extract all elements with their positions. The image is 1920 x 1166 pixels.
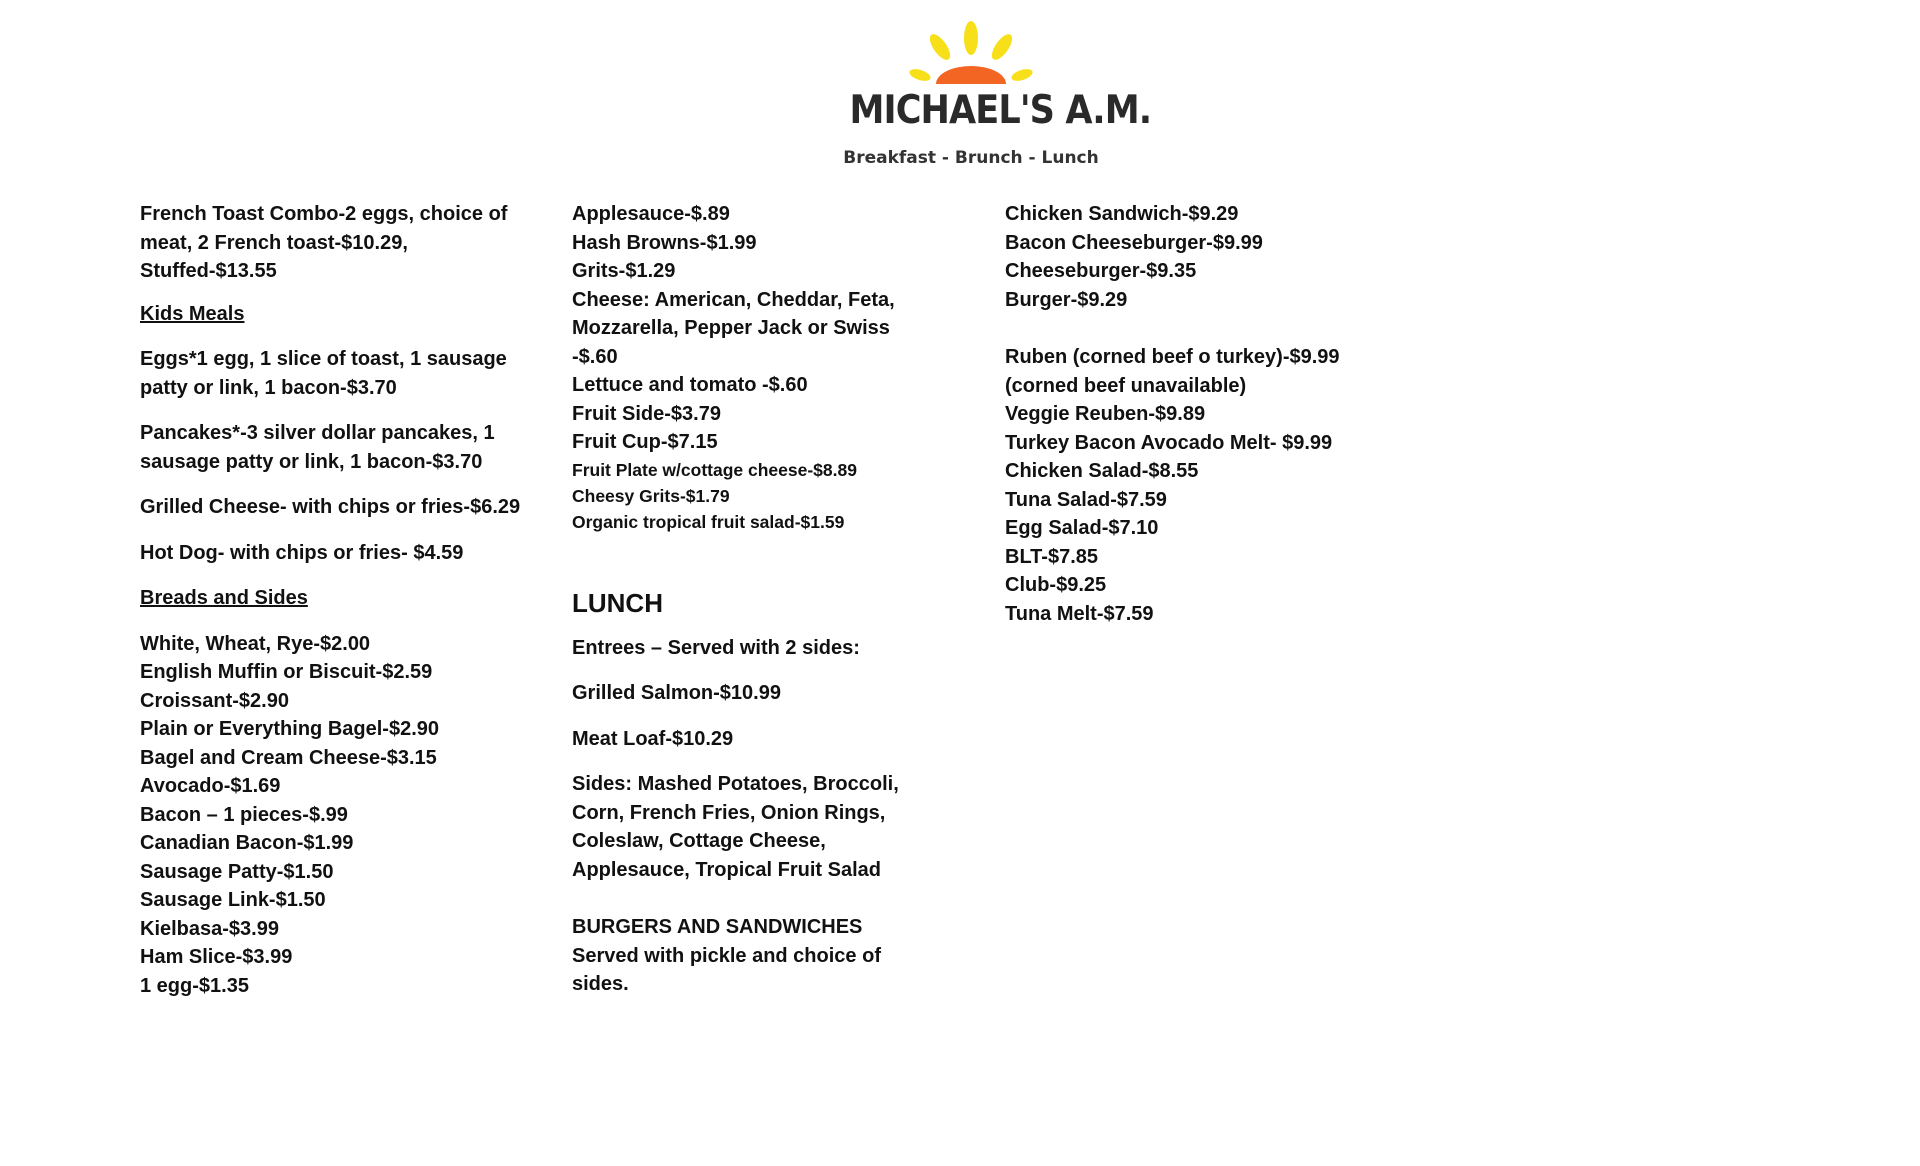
logo-tagline: Breakfast - Brunch - Lunch xyxy=(843,148,1099,168)
menu-item: Ham Slice-$3.99 xyxy=(140,946,293,968)
menu-item: BLT-$7.85 xyxy=(1005,545,1098,568)
menu-column-2 xyxy=(572,200,932,999)
menu-item: Cheesy Grits-$1.79 xyxy=(572,485,730,506)
logo-title: MICHAEL'S A.M. xyxy=(849,88,1152,133)
menu-item: Avocado-$1.69 xyxy=(140,775,281,797)
menu-item: Bacon Cheeseburger-$9.99 xyxy=(1005,231,1263,254)
section-heading-burgers: BURGERS AND SANDWICHES xyxy=(572,916,863,938)
sun-logo-icon xyxy=(896,20,1046,86)
burgers-note: Served with pickle and choice of sides. xyxy=(572,944,881,995)
menu-item: Pancakes*-3 silver dollar pancakes, 1 sausage patty or link, 1 bacon-$3.70 xyxy=(140,422,495,473)
menu-item: Grilled Salmon-$10.99 xyxy=(572,682,781,704)
menu-item: Chicken Salad-$8.55 xyxy=(1005,460,1199,482)
menu-item: Grilled Cheese- with chips or fries-$6.29 xyxy=(140,496,521,518)
menu-item: Lettuce and tomato -$.60 xyxy=(572,374,808,396)
menu-column-1 xyxy=(140,200,540,1000)
breads-list xyxy=(140,630,540,1001)
menu-item: Bagel and Cream Cheese-$3.15 xyxy=(140,746,437,769)
menu-item: Cheese: American, Cheddar, Feta, Mozzarella, Pepper Jack or Swiss -$.60 xyxy=(572,288,895,368)
menu-item: White, Wheat, Rye-$2.00 xyxy=(140,632,371,655)
menu-item: Kielbasa-$3.99 xyxy=(140,917,279,940)
menu-item: Fruit Plate w/cottage cheese-$8.89 xyxy=(572,459,857,480)
menu-item: Canadian Bacon-$1.99 xyxy=(140,832,354,854)
menu-item: Fruit Side-$3.79 xyxy=(572,402,721,425)
menu-item: Burger-$9.29 xyxy=(1005,288,1128,311)
menu-item: Plain or Everything Bagel-$2.90 xyxy=(140,718,439,740)
menu-item: Tuna Melt-$7.59 xyxy=(1005,602,1154,625)
menu-item: Sausage Patty-$1.50 xyxy=(140,860,334,883)
sides-list: Sides: Mashed Potatoes, Broccoli, Corn, French Fries, Onion Rings, Coleslaw, Cottage Cheese, Applesauce, Tropical Fruit Salad xyxy=(572,773,899,881)
menu-item: Fruit Cup-$7.15 xyxy=(572,431,718,453)
section-heading-breads-and-sides: Breads and Sides xyxy=(140,587,308,609)
menu-item: Ruben (corned beef o turkey)-$9.99 xyxy=(1005,346,1340,368)
menu-item: Bacon – 1 pieces-$.99 xyxy=(140,803,348,826)
menu-column-3 xyxy=(1005,200,1405,628)
section-heading-kids-meals: Kids Meals xyxy=(140,302,245,325)
entrees-heading: Entrees – Served with 2 sides: xyxy=(572,636,860,659)
menu-item: Turkey Bacon Avocado Melt- $9.99 xyxy=(1005,431,1333,454)
menu-item: Hot Dog- with chips or fries- $4.59 xyxy=(140,541,464,564)
menu-item: Cheeseburger-$9.35 xyxy=(1005,260,1197,282)
menu-item: Veggie Reuben-$9.89 xyxy=(1005,403,1206,425)
menu-item: Chicken Sandwich-$9.29 xyxy=(1005,203,1239,225)
menu-item: Club-$9.25 xyxy=(1005,574,1107,596)
logo xyxy=(836,20,1152,168)
menu-item: Organic tropical fruit salad-$1.59 xyxy=(572,511,845,532)
menu-item: Meat Loaf-$10.29 xyxy=(572,727,734,750)
menu-item: Eggs*1 egg, 1 slice of toast, 1 sausage patty or link, 1 bacon-$3.70 xyxy=(140,348,507,399)
menu-item: Hash Browns-$1.99 xyxy=(572,231,757,254)
menu-item: Croissant-$2.90 xyxy=(140,689,289,712)
menu-item: Grits-$1.29 xyxy=(572,260,676,282)
menu-item: English Muffin or Biscuit-$2.59 xyxy=(140,661,433,683)
section-heading-lunch: LUNCH xyxy=(572,587,663,618)
menu-item: Tuna Salad-$7.59 xyxy=(1005,488,1167,511)
menu-item-french-toast: French Toast Combo-2 eggs, choice of meat, 2 French toast-$10.29, Stuffed-$13.55 xyxy=(140,203,508,282)
menu-item: Sausage Link-$1.50 xyxy=(140,889,326,911)
menu-item: Egg Salad-$7.10 xyxy=(1005,517,1159,539)
menu-item: 1 egg-$1.35 xyxy=(140,974,249,997)
menu-item: (corned beef unavailable) xyxy=(1005,374,1247,397)
menu-item: Applesauce-$.89 xyxy=(572,203,730,225)
